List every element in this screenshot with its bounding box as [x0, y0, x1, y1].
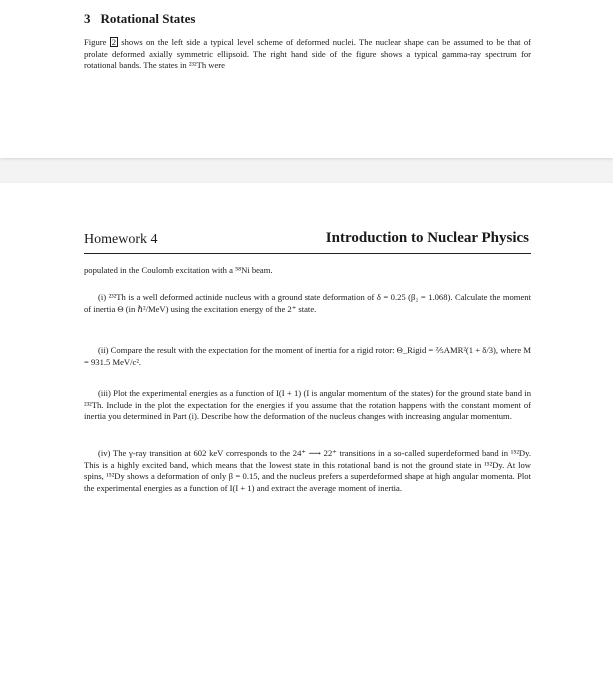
question-part-iii: (iii) Plot the experimental energies as a function of I(I + 1) (I is angular momentum of the states) for the ground state band in ²³²Th. Include in the plot the expectation for the energies if you assume that the rotation happens with the constant moment of inertia you determined in Part (i). Describe how the deformation of the nucleus changes with increasing angular momentum. — [84, 388, 531, 422]
section-heading — [84, 11, 195, 27]
figure-link[interactable]: 2 — [111, 37, 116, 47]
header-homework: Homework 4 — [84, 232, 158, 247]
question-part-iv: (iv) The γ-ray transition at 602 keV corresponds to the 24⁺ ⟶ 22⁺ transitions in a so-called superdeformed band in ¹⁵²Dy. This is a highly excited band, which means that the lowest state in this rotational band is not the ground state in ¹⁵²Dy. At low spins, ¹⁵²Dy shows a deformation of only β = 0.15, and the nucleus prefers a superdeformed shape at high angular momenta. Plot the experimental energies as a function of I(I + 1) and extract the average moment of inertia. — [84, 448, 531, 493]
question-part-ii: (ii) Compare the result with the expectation for the moment of inertia for a rigid rotor: Θ_Rigid = ⅖AMR²(1 + δ/3), where M = 931.5 MeV/c². — [84, 345, 531, 367]
top-page — [0, 0, 613, 158]
figure-word: Figure — [84, 37, 107, 47]
paragraph-text: shows on the left side a typical level scheme of deformed nuclei. The nuclear shape can be assumed to be that of prolate deformed axially symmetric ellipsoid. The right hand side of the figure shows a typical gamma-ray spectrum for rotational bands. The states in ²³²Th were — [84, 37, 531, 71]
question-part-i: (i) ²³²Th is a well deformed actinide nucleus with a ground state deformation of δ = 0.25 (β₂ = 1.068). Calculate the moment of inertia Θ (in ℏ²/MeV) using the excitation energy of the 2⁺ state. — [84, 292, 531, 314]
section-number: 3 — [84, 11, 91, 26]
bottom-page — [0, 183, 613, 700]
section-title: Rotational States — [100, 11, 196, 26]
intro-text: populated in the Coulomb excitation with a ⁵⁸Ni beam. — [84, 265, 273, 275]
header-course-title: Introduction to Nuclear Physics — [325, 230, 529, 246]
header-rule — [84, 253, 531, 254]
section-paragraph — [84, 37, 531, 72]
